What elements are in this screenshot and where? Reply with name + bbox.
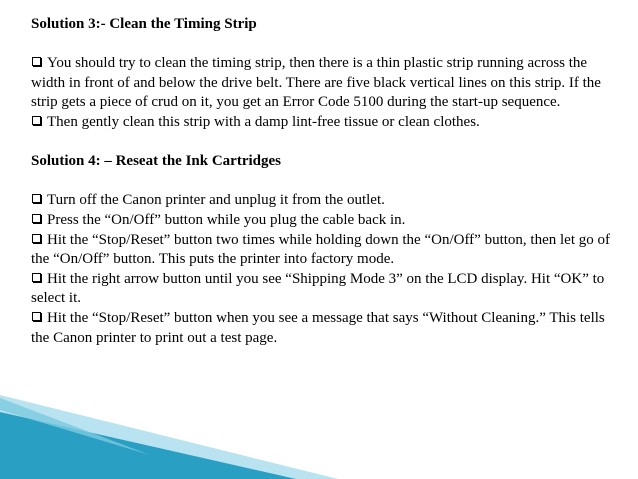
checkbox-icon xyxy=(32,273,41,282)
list-item: You should try to clean the timing strip, then there is a thin plastic strip running across the width in front of and below the drive belt. There are five black vertical lines on this strip. If the strip gets a piece of crud on it, you get an Error Code 5100 during the start-up sequence. xyxy=(31,55,601,111)
list-item: Then gently clean this strip with a damp lint-free tissue or clean clothes. xyxy=(31,113,616,133)
list-item: Hit the “Stop/Reset” button when you see a message that says “Without Cleaning.” This tells the Canon printer to print out a test page. xyxy=(31,309,605,346)
list-item: Turn off the Canon printer and unplug it from the outlet. xyxy=(31,191,616,211)
section-heading-solution-4: Solution 4: – Reseat the Ink Cartridges xyxy=(31,153,281,170)
checkbox-icon xyxy=(32,194,41,203)
checkbox-icon xyxy=(32,57,41,66)
checkbox-icon xyxy=(32,116,41,125)
list-item: Hit the “Stop/Reset” button two times while holding down the “On/Off” button, then let go of the “On/Off” button. This puts the printer into factory mode. xyxy=(31,231,610,268)
checkbox-icon xyxy=(32,234,41,243)
document-body xyxy=(31,15,616,348)
checkbox-icon xyxy=(32,312,41,321)
list-item: Press the “On/Off” button while you plug the cable back in. xyxy=(31,211,616,231)
section-heading-solution-3: Solution 3:- Clean the Timing Strip xyxy=(31,16,257,32)
checkbox-icon xyxy=(32,214,41,223)
list-item: Hit the right arrow button until you see “Shipping Mode 3” on the LCD display. Hit “OK” to select it. xyxy=(31,270,605,307)
